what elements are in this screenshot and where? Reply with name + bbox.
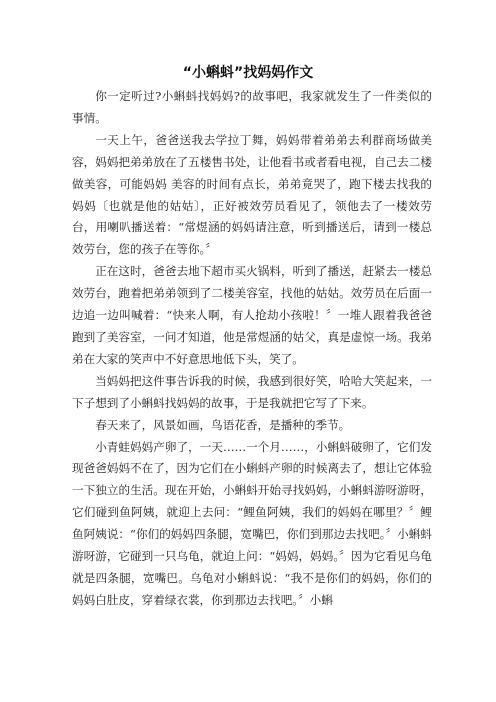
paragraph: 春天来了，风景如画，鸟语花香，是播种的季节。	[95, 417, 351, 432]
paragraph: 你一定听过?小蝌蚪找妈妈?的故事吧，我家就发生了一件类似的事情。	[72, 89, 432, 125]
paragraph: 当妈妈把这件事告诉我的时候，我感到很好笑，哈哈大笑起来，一下子想到了小蝌蚪找妈妈的故事，于是我就把它写了下来。	[72, 373, 432, 410]
paragraph: 一天上午，爸爸送我去学拉丁舞，妈妈带着弟弟去利群商场做美容，妈妈把弟弟放在了五楼售书处，让他看书或者看电视，自己去二楼做美容，可能妈妈 美容的时间有点长，弟弟竟哭了，跑下楼去找我的妈妈〔也就是他的姑姑〕，正好被效劳员看见了，领他去了一楼效劳台，用喇叭播送着：“常煜涵的妈妈请注意，听到播送后，请到一楼总效劳台，您的孩子在等你。〞	[72, 132, 432, 257]
document-body	[72, 86, 432, 612]
paragraph: 小青蛙妈妈产卵了，一天……一个月……，小蝌蚪破卵了，它们发现爸爸妈妈不在了，因为它们在小蝌蚪产卵的时候离去了，想让它体验一下独立的生活。现在开始，小蝌蚪开始寻找妈妈，小蝌蚪游呀游呀，它们碰到鱼阿姨，就迎上去问：“鲤鱼阿姨，我们的妈妈在哪里？〞鲤鱼阿姨说：“你们的妈妈四条腿，宽嘴巴，你们到那边去找吧。〞小蝌蚪游呀游，它碰到一只乌龟，就迫上问：“妈妈，妈妈。〞因为它看见乌龟就是四条腿，宽嘴巴。乌龟对小蝌蚪说：“我不是你们的妈妈，你们的妈妈白肚皮，穿着绿衣裳，你到那边去找吧。〞小蝌	[72, 439, 432, 607]
paragraph: 正在这时，爸爸去地下超市买火锅料，听到了播送，赶紧去一楼总效劳台，跑着把弟弟领到了二楼美容室，找他的姑姑。效劳员在后面一边追一边叫喊着：“快来人啊，有人抢劫小孩啦！〞一堆人跟着我爸爸跑到了美容室，一问才知道，他是常煜涵的姑父，真是虚惊一场。我弟弟在大家的笑声中不好意思地低下头，笑了。	[72, 264, 432, 366]
document-title: “小蝌蚪”找妈妈作文	[182, 65, 314, 81]
